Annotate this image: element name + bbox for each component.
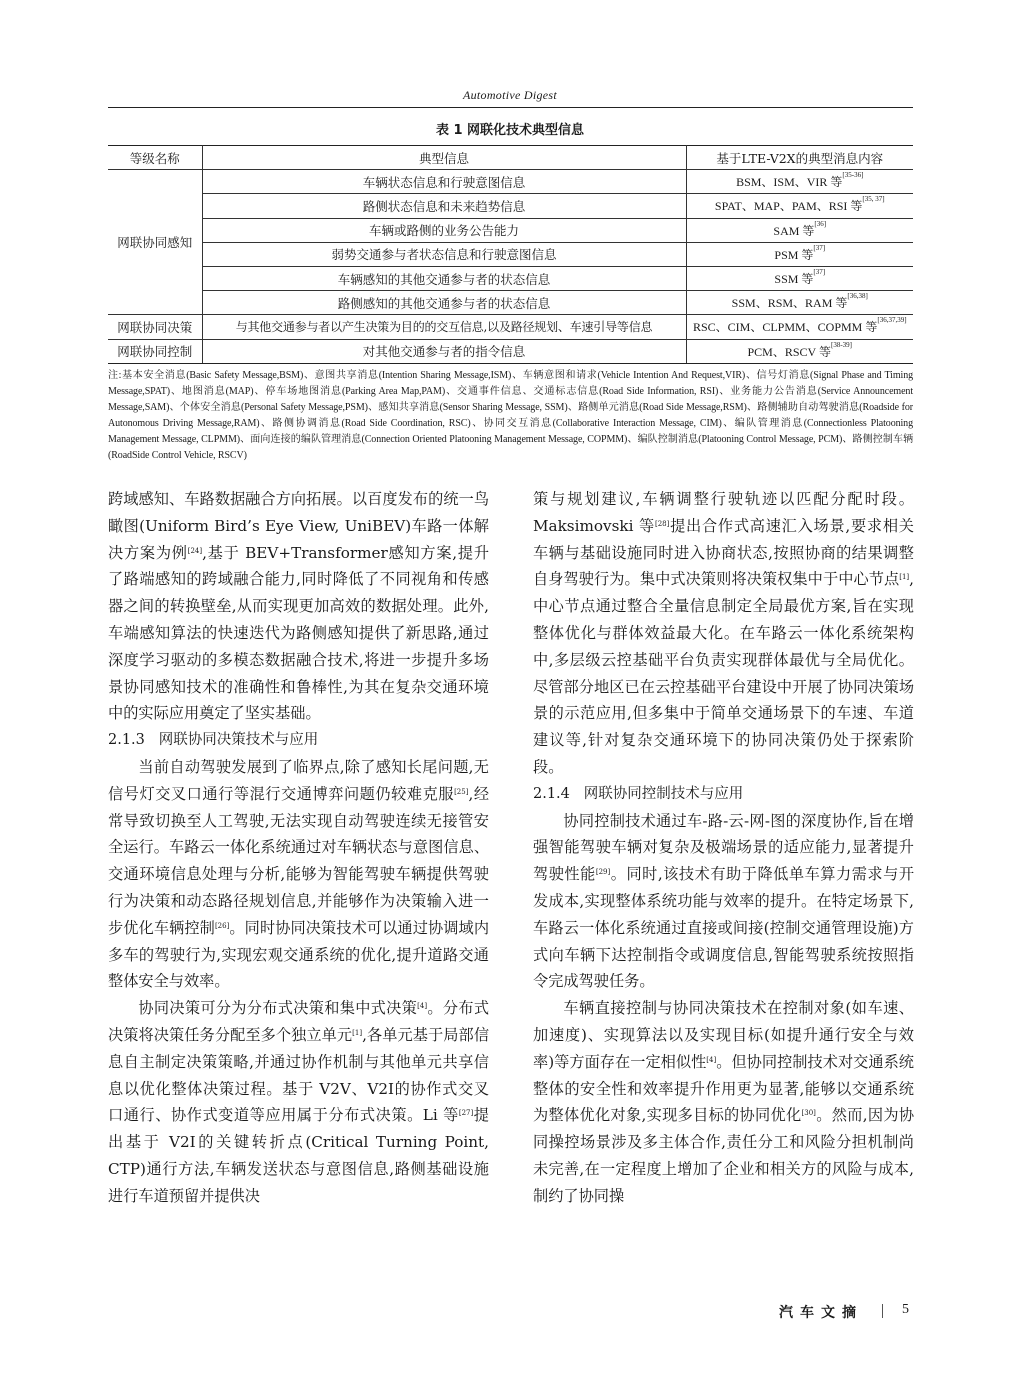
table-row <box>108 170 913 194</box>
msg-cell: BSM、ISM、VIR 等[35-36] <box>686 170 913 194</box>
header-rule <box>108 107 913 108</box>
page-number: 5 <box>902 1302 909 1317</box>
table-header-row <box>108 146 913 170</box>
msg-cell: SAM 等[36] <box>686 218 913 242</box>
info-cell: 路侧感知的其他交通参与者的状态信息 <box>202 291 686 315</box>
citation: [4] <box>417 1002 428 1011</box>
paragraph: 协同决策可分为分布式决策和集中式决策[4]。分布式决策将决策任务分配至多个独立单元[1],各单元基于局部信息自主制定决策策略,并通过协作机制与其他单元共享信息以优化整体决策过程。基于 V2V、V2I的协作式交叉口通行、协作式变道等应用属于分布式决策。Li 等[27]提出基于 V2I的关键转折点(Critical Turning Point, CTP)通行方法,车辆发送状态与意图信息,路侧基础设施进行车道预留并提供决 <box>108 999 490 1205</box>
msg-cell: PCM、RSCV 等[38-39] <box>686 339 913 363</box>
table-row <box>108 194 913 218</box>
msg-cell: SSM、RSM、RAM 等[36,38] <box>686 291 913 315</box>
header-info: 典型信息 <box>202 146 686 170</box>
table-row <box>108 242 913 266</box>
msg-cell: RSC、CIM、CLPMM、COPMM 等[36,37,39] <box>686 315 913 339</box>
level-cell: 网联协同控制 <box>108 339 202 363</box>
citation: [1] <box>899 573 910 582</box>
table-title: 表 1 网联化技术典型信息 <box>435 123 585 138</box>
table-row <box>108 315 913 339</box>
header-level: 等级名称 <box>108 146 202 170</box>
citation: [30] <box>801 1109 816 1118</box>
info-cell: 车辆或路侧的业务公告能力 <box>202 218 686 242</box>
msg-cell: SSM 等[37] <box>686 266 913 290</box>
level-cell: 网联协同决策 <box>108 315 202 339</box>
citation: [24] <box>187 546 203 555</box>
info-table <box>108 145 913 364</box>
section-heading-2-1-4: 2.1.4 网联协同控制技术与应用 <box>533 785 744 802</box>
paragraph: 协同控制技术通过车-路-云-网-图的深度协作,旨在增强智能驾驶车辆对复杂及极端场景的适应能力,显著提升驾驶性能[29]。同时,该技术有助于降低单车算力需求与开发成本,实现整体系统功能与效率的提升。在特定场景下,车路云一体化系统通过直接或间接(控制交通管理设施)方式向车辆下达控制指令或调度信息,智能驾驶系统按照指令完成驾驶任务。 <box>533 811 915 991</box>
footer-journal-name: 汽车文摘 <box>779 1305 863 1321</box>
citation: [29] <box>595 868 611 877</box>
info-cell: 车辆感知的其他交通参与者的状态信息 <box>202 266 686 290</box>
citation: [35-36] <box>842 171 864 180</box>
paragraph: 车辆直接控制与协同决策技术在控制对象(如车速、加速度)、实现算法以及实现目标(如提升通行安全与效率)等方面存在一定相似性[4]。但协同控制技术对交通系统整体的安全性和效率提升作用更为显著,能够以交通系统为整体优化对象,实现多目标的协同优化[30]。然而,因为协同操控场景涉及多主体合作,责任分工和风险分担机制尚未完善,在一定程度上增加了企业和相关方的风险与成本,制约了协同操 <box>533 999 915 1205</box>
section-heading-2-1-3: 2.1.3 网联协同决策技术与应用 <box>108 732 319 749</box>
citation: [1] <box>352 1028 363 1037</box>
citation: [36,37,39] <box>877 316 907 325</box>
citation: [35, 37] <box>862 195 885 204</box>
info-cell: 弱势交通参与者状态信息和行驶意图信息 <box>202 242 686 266</box>
left-column <box>108 486 489 1210</box>
info-cell: 与其他交通参与者以产生决策为目的的交互信息,以及路径规划、车速引导等信息 <box>202 315 686 339</box>
citation: [27] <box>458 1109 474 1118</box>
paragraph: 策与规划建议,车辆调整行驶轨迹以匹配分配时段。Maksimovski 等[28]提出合作式高速汇入场景,要求相关车辆与基础设施同时进入协商状态,按照协商的结果调整自身驾驶行为。集中式决策则将决策权集中于中心节点[1],中心节点通过整合全量信息制定全局最优方案,旨在实现整体优化与群体效益最大化。在车路云一体化系统架构中,多层级云控基础平台负责实现群体最优与全局优化。尽管部分地区已在云控基础平台建设中开展了协同决策场景的示范应用,但多集中于简单交通场景下的车速、车道建议等,针对复杂交通环境下的协同决策仍处于探索阶段。 <box>533 490 914 776</box>
citation: [26] <box>214 921 230 930</box>
paragraph: 当前自动驾驶发展到了临界点,除了感知长尾问题,无信号灯交叉口通行等混行交通博弈问题仍较难克服[25],经常导致切换至人工驾驶,无法实现自动驾驶连续无接管安全运行。车路云一体化系统通过对车辆状态与意图信息、交通环境信息处理与分析,能够为智能驾驶车辆提供驾驶行为决策和动态路径规划信息,并能够作为决策输入进一步优化车辆控制[26]。同时协同决策技术可以通过协调域内多车的驾驶行为,实现宏观交通系统的优化,提升道路交通整体安全与效率。 <box>108 757 490 991</box>
citation: [25] <box>454 787 469 796</box>
info-cell: 路侧状态信息和未来趋势信息 <box>202 194 686 218</box>
table-row <box>108 339 913 363</box>
citation: [37] <box>813 268 826 277</box>
table-row <box>108 218 913 242</box>
msg-cell: PSM 等[37] <box>686 242 913 266</box>
citation: [38-39] <box>830 340 852 349</box>
citation: [28] <box>654 519 670 528</box>
level-cell: 网联协同感知 <box>108 170 202 315</box>
citation: [36] <box>814 219 827 228</box>
table-row <box>108 291 913 315</box>
footer-divider <box>882 1304 883 1318</box>
table-note: 注:基本安全消息(Basic Safety Message,BSM)、意图共享消息(Intention Sharing Message,ISM)、车辆意图和请求(Vehicle Intention And Request,VIR)、信号灯消息(Signal Phase and Timing Message,SPAT)、地图消息(MAP)、停车场地图消息(Parking Area Map,PAM)、交通事件信息、交通标志信息(Road Side Information, RSI)、业务能力公告消息(Service Announcement Message,SAM)、个体安全消息(Personal Safety Message,PSM)、感知共享消息(Sensor Sharing Message, SSM)、路侧单元消息(Road Side Message,RSM)、路侧辅助自动驾驶消息(Roadside for Autonomous Driving Message,RAM)、路侧协调消息(Road Side Coordination, RSC)、协同交互消息(Collaborative Interaction Message, CIM)、编队管理消息(Connectionless Platooning Management Message, CLPMM)、面向连接的编队管理消息(Connection Oriented Platooning Management Message, COPMM)、编队控制消息(Platooning Control Message, PCM)、路侧控制车辆(RoadSide Control Vehicle, RSCV) <box>108 370 913 461</box>
info-cell: 车辆状态信息和行驶意图信息 <box>202 170 686 194</box>
citation: [36,38] <box>847 292 868 301</box>
info-cell: 对其他交通参与者的指令信息 <box>202 339 686 363</box>
right-column <box>533 486 914 1210</box>
citation: [4] <box>706 1055 717 1064</box>
running-header: Automotive Digest <box>462 88 558 102</box>
citation: [37] <box>813 243 826 252</box>
table-row <box>108 266 913 290</box>
msg-cell: SPAT、MAP、PAM、RSI 等[35, 37] <box>686 194 913 218</box>
header-msg: 基于LTE-V2X的典型消息内容 <box>686 146 913 170</box>
paragraph: 跨域感知、车路数据融合方向拓展。以百度发布的统一鸟瞰图(Uniform Bird’s Eye View, UniBEV)车路一体解决方案为例[24],基于 BEV+Transformer感知方案,提升了路端感知的跨域融合能力,同时降低了不同视角和传感器之间的转换壁垒,从而实现更加高效的数据处理。此外,车端感知算法的快速迭代为路侧感知提供了新思路,通过深度学习驱动的多模态数据融合技术,将进一步提升多场景协同感知技术的准确性和鲁棒性,为其在复杂交通环境中的实际应用奠定了坚实基础。 <box>108 490 490 723</box>
